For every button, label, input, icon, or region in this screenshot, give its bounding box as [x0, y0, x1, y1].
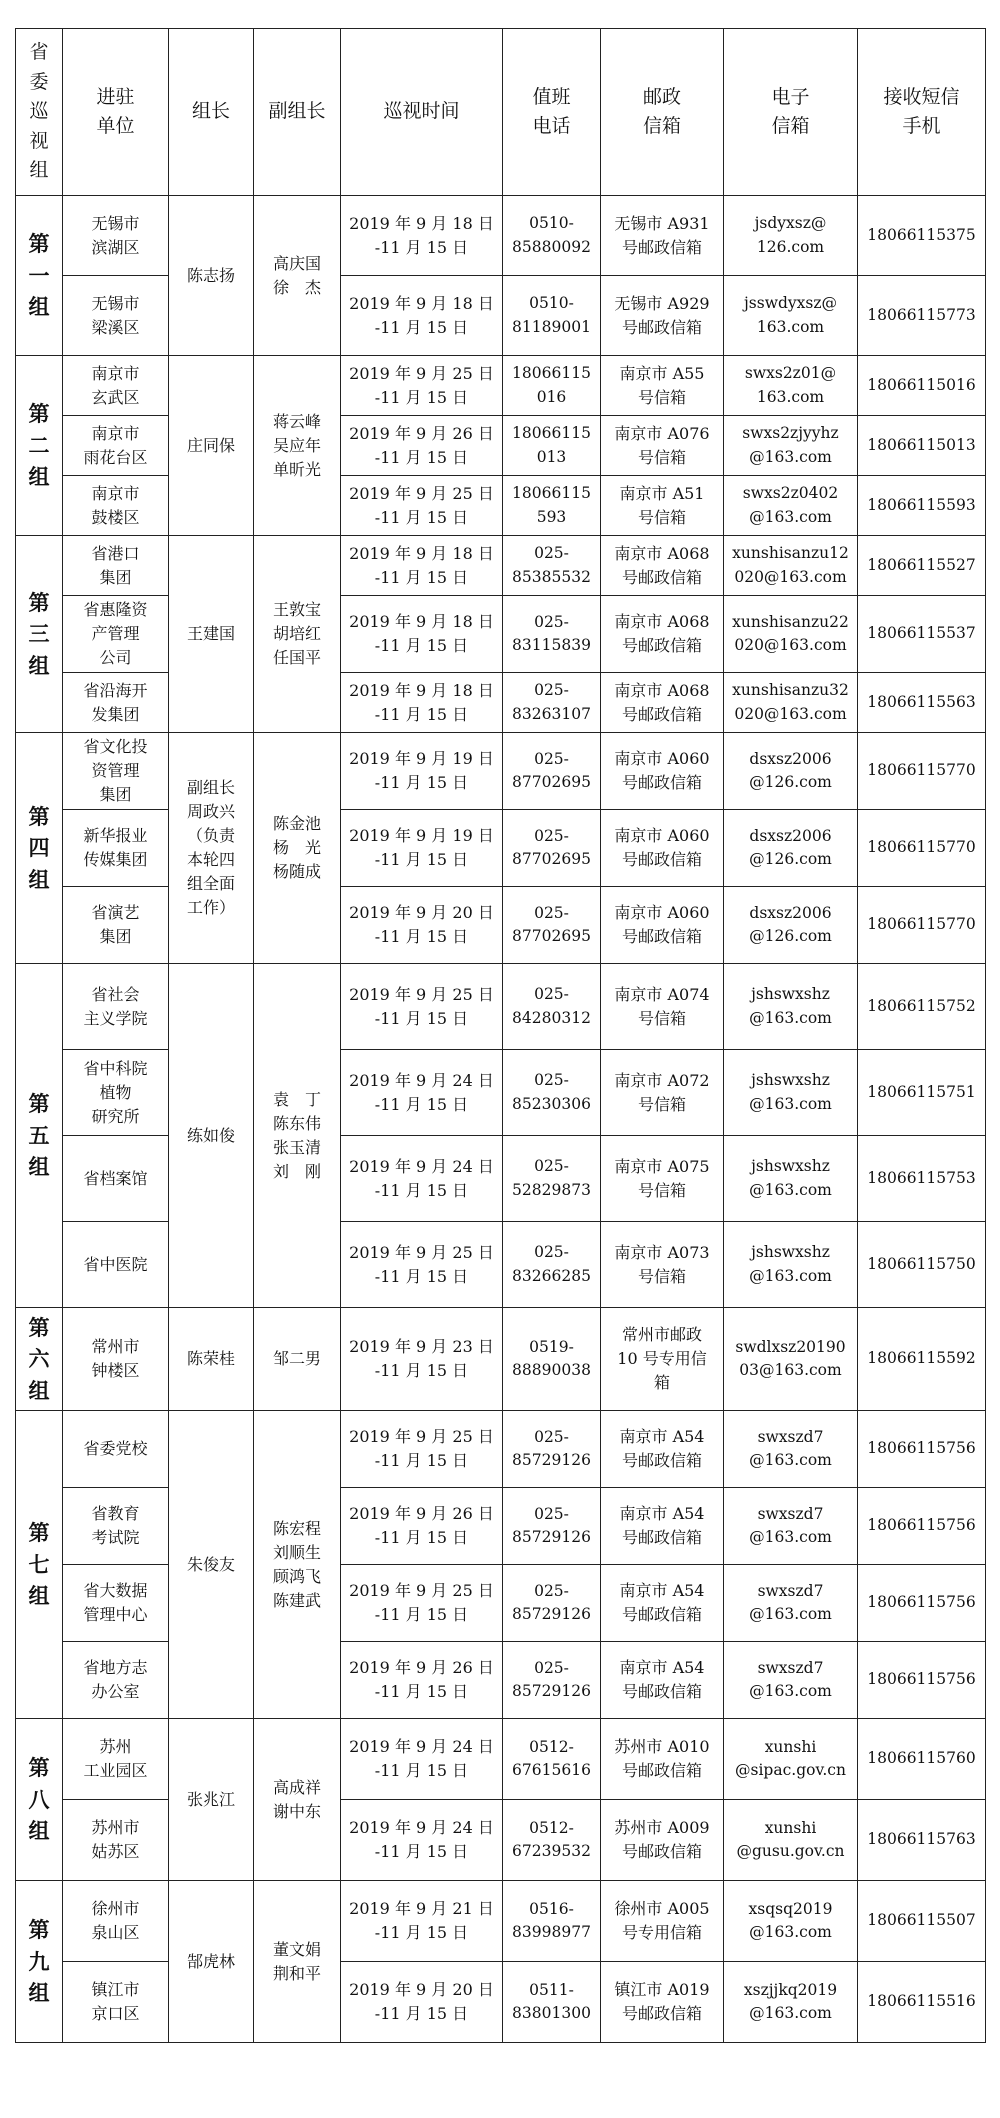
- postbox-cell: 南京市 A55 号信箱: [601, 356, 724, 416]
- unit-cell: 南京市 雨花台区: [63, 416, 169, 476]
- email-cell: xunshisanzu32 020@163.com: [724, 673, 858, 733]
- postbox-cell: 南京市 A54 号邮政信箱: [601, 1411, 724, 1488]
- email-cell: dsxsz2006 @126.com: [724, 887, 858, 964]
- phone-cell: 0512- 67239532: [503, 1800, 601, 1881]
- table-row: [16, 733, 986, 810]
- phone-cell: 025- 85729126: [503, 1488, 601, 1565]
- sms-cell: 18066115770: [858, 887, 986, 964]
- unit-cell: 镇江市 京口区: [63, 1962, 169, 2043]
- email-cell: swdlxsz20190 03@163.com: [724, 1308, 858, 1411]
- period-cell: 2019 年 9 月 25 日 -11 月 15 日: [341, 1222, 503, 1308]
- group-name: 第二组: [28, 401, 50, 490]
- email-cell: jsdyxsz@ 126.com: [724, 196, 858, 276]
- email-cell: swxszd7 @163.com: [724, 1488, 858, 1565]
- unit-cell: 省文化投 资管理 集团: [63, 733, 169, 810]
- group-name: 第四组: [28, 803, 50, 892]
- group-name-cell: [16, 356, 63, 536]
- deputy-cell: 高庆国 徐 杰: [254, 196, 341, 356]
- table-row: [16, 1308, 986, 1411]
- sms-cell: 18066115016: [858, 356, 986, 416]
- group-name: 第五组: [28, 1091, 50, 1180]
- unit-cell: 省委党校: [63, 1411, 169, 1488]
- unit-cell: 南京市 鼓楼区: [63, 476, 169, 536]
- postbox-cell: 南京市 A068 号邮政信箱: [601, 596, 724, 673]
- email-cell: jsswdyxsz@ 163.com: [724, 276, 858, 356]
- phone-cell: 025- 87702695: [503, 887, 601, 964]
- email-cell: xunshisanzu12 020@163.com: [724, 536, 858, 596]
- sms-cell: 18066115763: [858, 1800, 986, 1881]
- header-postbox: 邮政 信箱: [601, 29, 724, 196]
- sms-cell: 18066115760: [858, 1719, 986, 1800]
- table-row: [16, 1050, 986, 1136]
- deputy-cell: 董文娟 荆和平: [254, 1881, 341, 2043]
- header-sms: 接收短信 手机: [858, 29, 986, 196]
- leader-cell: 郜虎林: [169, 1881, 254, 2043]
- unit-cell: 苏州 工业园区: [63, 1719, 169, 1800]
- deputy-cell: 蒋云峰 吴应年 单昕光: [254, 356, 341, 536]
- group-name-cell: [16, 536, 63, 733]
- period-cell: 2019 年 9 月 25 日 -11 月 15 日: [341, 476, 503, 536]
- inspection-roster-table: [15, 28, 986, 2043]
- postbox-cell: 南京市 A075 号信箱: [601, 1136, 724, 1222]
- group-name-cell: [16, 1308, 63, 1411]
- unit-cell: 无锡市 滨湖区: [63, 196, 169, 276]
- period-cell: 2019 年 9 月 26 日 -11 月 15 日: [341, 1642, 503, 1719]
- phone-cell: 025- 87702695: [503, 733, 601, 810]
- postbox-cell: 无锡市 A929 号邮政信箱: [601, 276, 724, 356]
- table-row: [16, 1411, 986, 1488]
- sms-cell: 18066115756: [858, 1488, 986, 1565]
- table-row: [16, 416, 986, 476]
- phone-cell: 025- 85385532: [503, 536, 601, 596]
- table-row: [16, 673, 986, 733]
- sms-cell: 18066115537: [858, 596, 986, 673]
- unit-cell: 省社会 主义学院: [63, 964, 169, 1050]
- unit-cell: 南京市 玄武区: [63, 356, 169, 416]
- header-period: 巡视时间: [341, 29, 503, 196]
- group-name-cell: [16, 733, 63, 964]
- period-cell: 2019 年 9 月 25 日 -11 月 15 日: [341, 356, 503, 416]
- group-name-cell: [16, 1719, 63, 1881]
- phone-cell: 025- 84280312: [503, 964, 601, 1050]
- period-cell: 2019 年 9 月 26 日 -11 月 15 日: [341, 1488, 503, 1565]
- postbox-cell: 常州市邮政 10 号专用信 箱: [601, 1308, 724, 1411]
- email-cell: xunshi @gusu.gov.cn: [724, 1800, 858, 1881]
- group-name: 第六组: [28, 1314, 50, 1403]
- postbox-cell: 南京市 A072 号信箱: [601, 1050, 724, 1136]
- deputy-cell: 陈金池 杨 光 杨随成: [254, 733, 341, 964]
- phone-cell: 025- 85729126: [503, 1565, 601, 1642]
- header-unit: 进驻 单位: [63, 29, 169, 196]
- postbox-cell: 南京市 A068 号邮政信箱: [601, 536, 724, 596]
- table-row: [16, 1488, 986, 1565]
- postbox-cell: 南京市 A54 号邮政信箱: [601, 1488, 724, 1565]
- header-deputy: 副组长: [254, 29, 341, 196]
- deputy-cell: 王敦宝 胡培红 任国平: [254, 536, 341, 733]
- period-cell: 2019 年 9 月 20 日 -11 月 15 日: [341, 1962, 503, 2043]
- sms-cell: 18066115756: [858, 1565, 986, 1642]
- table-row: [16, 1719, 986, 1800]
- leader-cell: 张兆江: [169, 1719, 254, 1881]
- email-cell: xszjjkq2019 @163.com: [724, 1962, 858, 2043]
- group-name: 第七组: [28, 1520, 50, 1609]
- sms-cell: 18066115751: [858, 1050, 986, 1136]
- phone-cell: 025- 85729126: [503, 1642, 601, 1719]
- table-row: [16, 810, 986, 887]
- period-cell: 2019 年 9 月 19 日 -11 月 15 日: [341, 733, 503, 810]
- table-row: [16, 276, 986, 356]
- postbox-cell: 南京市 A073 号信箱: [601, 1222, 724, 1308]
- postbox-cell: 南京市 A060 号邮政信箱: [601, 887, 724, 964]
- sms-cell: 18066115527: [858, 536, 986, 596]
- email-cell: swxs2zjyyhz @163.com: [724, 416, 858, 476]
- postbox-cell: 南京市 A060 号邮政信箱: [601, 810, 724, 887]
- period-cell: 2019 年 9 月 21 日 -11 月 15 日: [341, 1881, 503, 1962]
- table-row: [16, 196, 986, 276]
- group-name: 第一组: [28, 231, 50, 320]
- email-cell: jshswxshz @163.com: [724, 1222, 858, 1308]
- unit-cell: 省教育 考试院: [63, 1488, 169, 1565]
- table-row: [16, 476, 986, 536]
- leader-cell: 陈荣桂: [169, 1308, 254, 1411]
- sms-cell: 18066115750: [858, 1222, 986, 1308]
- header-row: [16, 29, 986, 196]
- unit-cell: 徐州市 泉山区: [63, 1881, 169, 1962]
- sms-cell: 18066115592: [858, 1308, 986, 1411]
- table-row: [16, 964, 986, 1050]
- postbox-cell: 南京市 A068 号邮政信箱: [601, 673, 724, 733]
- unit-cell: 省港口 集团: [63, 536, 169, 596]
- postbox-cell: 徐州市 A005 号专用信箱: [601, 1881, 724, 1962]
- period-cell: 2019 年 9 月 24 日 -11 月 15 日: [341, 1719, 503, 1800]
- email-cell: jshswxshz @163.com: [724, 1136, 858, 1222]
- phone-cell: 0510- 81189001: [503, 276, 601, 356]
- email-cell: swxszd7 @163.com: [724, 1565, 858, 1642]
- email-cell: xunshisanzu22 020@163.com: [724, 596, 858, 673]
- unit-cell: 常州市 钟楼区: [63, 1308, 169, 1411]
- phone-cell: 025- 83115839: [503, 596, 601, 673]
- sms-cell: 18066115770: [858, 810, 986, 887]
- table-row: [16, 356, 986, 416]
- leader-cell: 朱俊友: [169, 1411, 254, 1719]
- group-name-cell: [16, 964, 63, 1308]
- period-cell: 2019 年 9 月 18 日 -11 月 15 日: [341, 196, 503, 276]
- inspection-roster-sheet: [15, 28, 985, 2043]
- period-cell: 2019 年 9 月 18 日 -11 月 15 日: [341, 536, 503, 596]
- table-row: [16, 1222, 986, 1308]
- phone-cell: 025- 83263107: [503, 673, 601, 733]
- sms-cell: 18066115756: [858, 1411, 986, 1488]
- sms-cell: 18066115563: [858, 673, 986, 733]
- phone-cell: 025- 87702695: [503, 810, 601, 887]
- group-name: 第三组: [28, 589, 50, 678]
- table-row: [16, 1136, 986, 1222]
- unit-cell: 省地方志 办公室: [63, 1642, 169, 1719]
- period-cell: 2019 年 9 月 18 日 -11 月 15 日: [341, 276, 503, 356]
- unit-cell: 省惠隆资 产管理 公司: [63, 596, 169, 673]
- postbox-cell: 南京市 A074 号信箱: [601, 964, 724, 1050]
- sms-cell: 18066115752: [858, 964, 986, 1050]
- period-cell: 2019 年 9 月 18 日 -11 月 15 日: [341, 596, 503, 673]
- group-name-cell: [16, 1881, 63, 2043]
- header-email: 电子 信箱: [724, 29, 858, 196]
- postbox-cell: 南京市 A54 号邮政信箱: [601, 1565, 724, 1642]
- leader-cell: 王建国: [169, 536, 254, 733]
- unit-cell: 无锡市 梁溪区: [63, 276, 169, 356]
- header-leader: 组长: [169, 29, 254, 196]
- email-cell: jshswxshz @163.com: [724, 964, 858, 1050]
- phone-cell: 025- 52829873: [503, 1136, 601, 1222]
- sms-cell: 18066115756: [858, 1642, 986, 1719]
- leader-cell: 陈志扬: [169, 196, 254, 356]
- unit-cell: 省大数据 管理中心: [63, 1565, 169, 1642]
- unit-cell: 新华报业 传媒集团: [63, 810, 169, 887]
- email-cell: swxs2z0402 @163.com: [724, 476, 858, 536]
- roster-body: [16, 196, 986, 2043]
- period-cell: 2019 年 9 月 24 日 -11 月 15 日: [341, 1050, 503, 1136]
- group-name-cell: [16, 1411, 63, 1719]
- phone-cell: 0511- 83801300: [503, 1962, 601, 2043]
- table-row: [16, 1962, 986, 2043]
- email-cell: xunshi @sipac.gov.cn: [724, 1719, 858, 1800]
- email-cell: xsqsq2019 @163.com: [724, 1881, 858, 1962]
- phone-cell: 0510- 85880092: [503, 196, 601, 276]
- leader-cell: 练如俊: [169, 964, 254, 1308]
- period-cell: 2019 年 9 月 26 日 -11 月 15 日: [341, 416, 503, 476]
- postbox-cell: 南京市 A51 号信箱: [601, 476, 724, 536]
- sms-cell: 18066115375: [858, 196, 986, 276]
- email-cell: swxs2z01@ 163.com: [724, 356, 858, 416]
- phone-cell: 025- 85729126: [503, 1411, 601, 1488]
- period-cell: 2019 年 9 月 19 日 -11 月 15 日: [341, 810, 503, 887]
- unit-cell: 省演艺 集团: [63, 887, 169, 964]
- phone-cell: 0512- 67615616: [503, 1719, 601, 1800]
- postbox-cell: 苏州市 A010 号邮政信箱: [601, 1719, 724, 1800]
- sms-cell: 18066115507: [858, 1881, 986, 1962]
- deputy-cell: 袁 丁 陈东伟 张玉清 刘 刚: [254, 964, 341, 1308]
- email-cell: jshswxshz @163.com: [724, 1050, 858, 1136]
- leader-cell: 庄同保: [169, 356, 254, 536]
- period-cell: 2019 年 9 月 25 日 -11 月 15 日: [341, 1411, 503, 1488]
- period-cell: 2019 年 9 月 23 日 -11 月 15 日: [341, 1308, 503, 1411]
- phone-cell: 025- 83266285: [503, 1222, 601, 1308]
- postbox-cell: 南京市 A060 号邮政信箱: [601, 733, 724, 810]
- table-row: [16, 1642, 986, 1719]
- period-cell: 2019 年 9 月 24 日 -11 月 15 日: [341, 1136, 503, 1222]
- sms-cell: 18066115753: [858, 1136, 986, 1222]
- period-cell: 2019 年 9 月 24 日 -11 月 15 日: [341, 1800, 503, 1881]
- group-name: 第九组: [28, 1917, 50, 2006]
- email-cell: swxszd7 @163.com: [724, 1642, 858, 1719]
- deputy-cell: 高成祥 谢中东: [254, 1719, 341, 1881]
- unit-cell: 省中医院: [63, 1222, 169, 1308]
- unit-cell: 省沿海开 发集团: [63, 673, 169, 733]
- email-cell: dsxsz2006 @126.com: [724, 733, 858, 810]
- sms-cell: 18066115773: [858, 276, 986, 356]
- phone-cell: 0519- 88890038: [503, 1308, 601, 1411]
- sms-cell: 18066115593: [858, 476, 986, 536]
- unit-cell: 苏州市 姑苏区: [63, 1800, 169, 1881]
- email-cell: swxszd7 @163.com: [724, 1411, 858, 1488]
- group-name-cell: [16, 196, 63, 356]
- table-row: [16, 536, 986, 596]
- deputy-cell: 邹二男: [254, 1308, 341, 1411]
- postbox-cell: 苏州市 A009 号邮政信箱: [601, 1800, 724, 1881]
- email-cell: dsxsz2006 @126.com: [724, 810, 858, 887]
- period-cell: 2019 年 9 月 25 日 -11 月 15 日: [341, 1565, 503, 1642]
- period-cell: 2019 年 9 月 18 日 -11 月 15 日: [341, 673, 503, 733]
- sms-cell: 18066115516: [858, 1962, 986, 2043]
- table-row: [16, 1800, 986, 1881]
- table-row: [16, 596, 986, 673]
- phone-cell: 0516- 83998977: [503, 1881, 601, 1962]
- postbox-cell: 无锡市 A931 号邮政信箱: [601, 196, 724, 276]
- phone-cell: 025- 85230306: [503, 1050, 601, 1136]
- postbox-cell: 镇江市 A019 号邮政信箱: [601, 1962, 724, 2043]
- postbox-cell: 南京市 A076 号信箱: [601, 416, 724, 476]
- table-row: [16, 1565, 986, 1642]
- table-row: [16, 887, 986, 964]
- header-group: 省委巡视组: [16, 29, 63, 196]
- sms-cell: 18066115770: [858, 733, 986, 810]
- group-name: 第八组: [28, 1755, 50, 1844]
- unit-cell: 省档案馆: [63, 1136, 169, 1222]
- period-cell: 2019 年 9 月 20 日 -11 月 15 日: [341, 887, 503, 964]
- phone-cell: 18066115 593: [503, 476, 601, 536]
- unit-cell: 省中科院 植物 研究所: [63, 1050, 169, 1136]
- deputy-cell: 陈宏程 刘顺生 顾鸿飞 陈建武: [254, 1411, 341, 1719]
- postbox-cell: 南京市 A54 号邮政信箱: [601, 1642, 724, 1719]
- table-row: [16, 1881, 986, 1962]
- sms-cell: 18066115013: [858, 416, 986, 476]
- phone-cell: 18066115 016: [503, 356, 601, 416]
- header-phone: 值班 电话: [503, 29, 601, 196]
- leader-cell: 副组长 周政兴 （负责 本轮四 组全面 工作）: [169, 733, 254, 964]
- phone-cell: 18066115 013: [503, 416, 601, 476]
- period-cell: 2019 年 9 月 25 日 -11 月 15 日: [341, 964, 503, 1050]
